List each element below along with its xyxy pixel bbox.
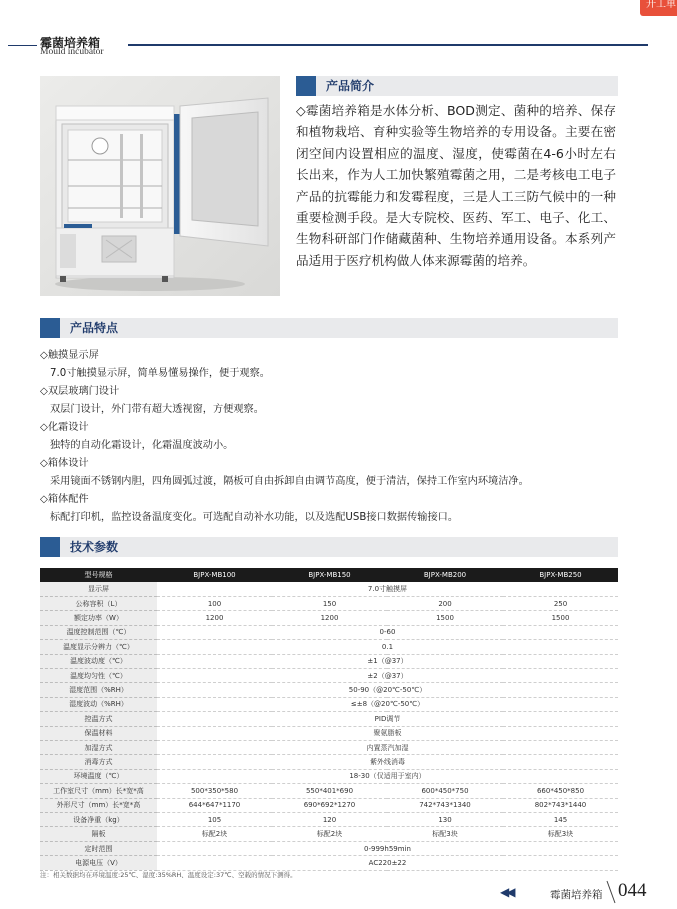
spec-value-shared: ±1（@37） (157, 654, 618, 668)
spec-row-label: 环境温度（℃） (40, 769, 157, 783)
features-section-header (40, 318, 618, 338)
spec-row (40, 841, 618, 855)
spec-row (40, 856, 618, 870)
spec-value: 标配2块 (157, 827, 272, 841)
spec-value: 1200 (272, 611, 387, 625)
spec-value-shared: 聚氨脂板 (157, 726, 618, 740)
spec-value-shared: 18-30（仅适用于室内） (157, 769, 618, 783)
spec-value: 500*350*580 (157, 784, 272, 798)
column-header: BJPX-MB100 (157, 568, 272, 582)
feature-title: ◇箱体配件 (40, 494, 89, 505)
spec-row (40, 740, 618, 754)
spec-value: 600*450*750 (387, 784, 503, 798)
page-title: 霉菌培养箱 (40, 36, 101, 50)
feature-desc: 双层门设计，外门带有超大透视窗，方便观察。 (50, 404, 264, 415)
column-header: BJPX-MB150 (272, 568, 387, 582)
spec-row (40, 625, 618, 639)
spec-value: 660*450*850 (503, 784, 618, 798)
spec-row-label: 加湿方式 (40, 740, 157, 754)
spec-value-shared: 50-90（@20℃-50℃） (157, 683, 618, 697)
spec-row-label: 额定功率（W） (40, 611, 157, 625)
spec-value-shared: 紫外线消毒 (157, 755, 618, 769)
spec-row-label: 温度显示分辨力（℃） (40, 640, 157, 654)
spec-row-label: 工作室尺寸（mm）长*宽*高 (40, 784, 157, 798)
corner-tag: 开工单 (640, 0, 677, 16)
spec-value-shared: 0.1 (157, 640, 618, 654)
spec-header-row (40, 568, 618, 582)
feature-desc: 标配打印机，监控设备温度变化。可选配自动补水功能，以及选配USB接口数据传输接口。 (50, 512, 459, 523)
spec-row-label: 外形尺寸（mm）长*宽*高 (40, 798, 157, 812)
spec-table-body (40, 582, 618, 870)
spec-value-shared: PID调节 (157, 712, 618, 726)
spec-row-label: 控温方式 (40, 712, 157, 726)
spec-table (40, 568, 618, 871)
footer-divider-slash (606, 880, 616, 904)
spec-row (40, 697, 618, 711)
spec-row (40, 726, 618, 740)
spec-value: 120 (272, 813, 387, 827)
spec-value: 200 (387, 596, 503, 610)
spec-value: 742*743*1340 (387, 798, 503, 812)
spec-row (40, 798, 618, 812)
features-heading: 产品特点 (70, 321, 119, 335)
spec-value: 690*692*1270 (272, 798, 387, 812)
feature-desc: 采用镜面不锈钢内胆，四角圆弧过渡，隔板可自由拆卸自由调节高度，便于清洁，保持工作室内环境洁净。 (50, 476, 529, 487)
spec-value-shared: ±2（@37） (157, 668, 618, 682)
spec-row (40, 683, 618, 697)
footer-product-name: 霉菌培养箱 (550, 889, 603, 901)
section-marker-icon (40, 318, 60, 338)
section-marker-icon (40, 537, 60, 557)
spec-value-shared: 0-60 (157, 625, 618, 639)
spec-row-label: 隔板 (40, 827, 157, 841)
specs-section-header (40, 537, 618, 557)
spec-row (40, 769, 618, 783)
spec-row (40, 611, 618, 625)
spec-value: 150 (272, 596, 387, 610)
spec-value: 130 (387, 813, 503, 827)
feature-desc: 7.0寸触摸显示屏，简单易懂易操作，便于观察。 (50, 368, 270, 379)
feature-desc: 独特的自动化霜设计，化霜温度波动小。 (50, 440, 234, 451)
spec-row-label: 显示屏 (40, 582, 157, 596)
spec-row-label: 温度控制范围（℃） (40, 625, 157, 639)
spec-row-label: 保温材料 (40, 726, 157, 740)
spec-value: 145 (503, 813, 618, 827)
intro-heading: 产品简介 (326, 79, 375, 93)
spec-row-label: 湿度波动（%RH） (40, 697, 157, 711)
spec-row-label: 温度波动度（℃） (40, 654, 157, 668)
spec-value: 644*647*1170 (157, 798, 272, 812)
spec-value: 802*743*1440 (503, 798, 618, 812)
column-header: 型号规格 (40, 568, 157, 582)
page-subtitle: Mould incubator (40, 47, 104, 57)
spec-row (40, 668, 618, 682)
spec-row-label: 消毒方式 (40, 755, 157, 769)
section-marker-icon (296, 76, 316, 96)
spec-row-label: 公称容积（L） (40, 596, 157, 610)
spec-value: 1500 (387, 611, 503, 625)
spec-value: 1200 (157, 611, 272, 625)
spec-row (40, 827, 618, 841)
column-header: BJPX-MB200 (387, 568, 503, 582)
spec-value: 100 (157, 596, 272, 610)
spec-value-shared: 内置蒸汽加湿 (157, 740, 618, 754)
intro-section-header (296, 76, 618, 96)
title-rule-left (8, 45, 37, 46)
specs-heading: 技术参数 (70, 540, 119, 554)
intro-paragraph: ◇霉菌培养箱是水体分析、BOD测定、菌种的培养、保存和植物栽培、育种实验等生物培养的专用设备。主要在密闭空间内设置相应的温度、湿度，使霉菌在4-6小时左右长出来，作为人工加快繁殖霉菌之用，二是考核电工电子产品的抗霉能力和发霉程度，三是人工三防气候中的一种重要检测手段。是大专院校、医药、军工、电子、化工、生物科研部门作储藏菌种、生物培养通用设备。本系列产品适用于医疗机构做人体来源霉菌的培养。 (296, 103, 616, 268)
spec-row-label: 温度均匀性（℃） (40, 668, 157, 682)
spec-row (40, 640, 618, 654)
page-number: 044 (618, 880, 647, 901)
spec-value: 550*401*690 (272, 784, 387, 798)
spec-row (40, 654, 618, 668)
column-header: BJPX-MB250 (503, 568, 618, 582)
spec-value: 标配3块 (387, 827, 503, 841)
spec-row-label: 定时范围 (40, 841, 157, 855)
spec-row (40, 813, 618, 827)
spec-row (40, 712, 618, 726)
feature-title: ◇双层玻璃门设计 (40, 386, 120, 397)
spec-row (40, 596, 618, 610)
spec-row-label: 电源电压（V） (40, 856, 157, 870)
incubator-illustration (40, 76, 280, 296)
feature-title: ◇箱体设计 (40, 458, 89, 469)
spec-row (40, 755, 618, 769)
spec-row-label: 设备净重（kg） (40, 813, 157, 827)
spec-value-shared: AC220±22 (157, 856, 618, 870)
spec-value-shared: ≤±8（@20℃-50℃） (157, 697, 618, 711)
back-arrow-icon: ◀◀ (500, 885, 513, 899)
feature-title: ◇化霜设计 (40, 422, 89, 433)
spec-row (40, 582, 618, 596)
spec-value: 105 (157, 813, 272, 827)
spec-value-shared: 0-999h59min (157, 841, 618, 855)
spec-row-label: 湿度范围（%RH） (40, 683, 157, 697)
spec-value: 标配3块 (503, 827, 618, 841)
spec-value-shared: 7.0寸触摸屏 (157, 582, 618, 596)
feature-title: ◇触摸显示屏 (40, 350, 99, 361)
table-note: 注：相关数据均在环境温度:25℃、湿度:35%RH、温度设定:37℃、空载的情况下测得。 (40, 871, 297, 879)
product-photo (40, 76, 280, 296)
title-rule-right (128, 44, 648, 46)
spec-value: 1500 (503, 611, 618, 625)
spec-row (40, 784, 618, 798)
spec-value: 标配2块 (272, 827, 387, 841)
spec-value: 250 (503, 596, 618, 610)
